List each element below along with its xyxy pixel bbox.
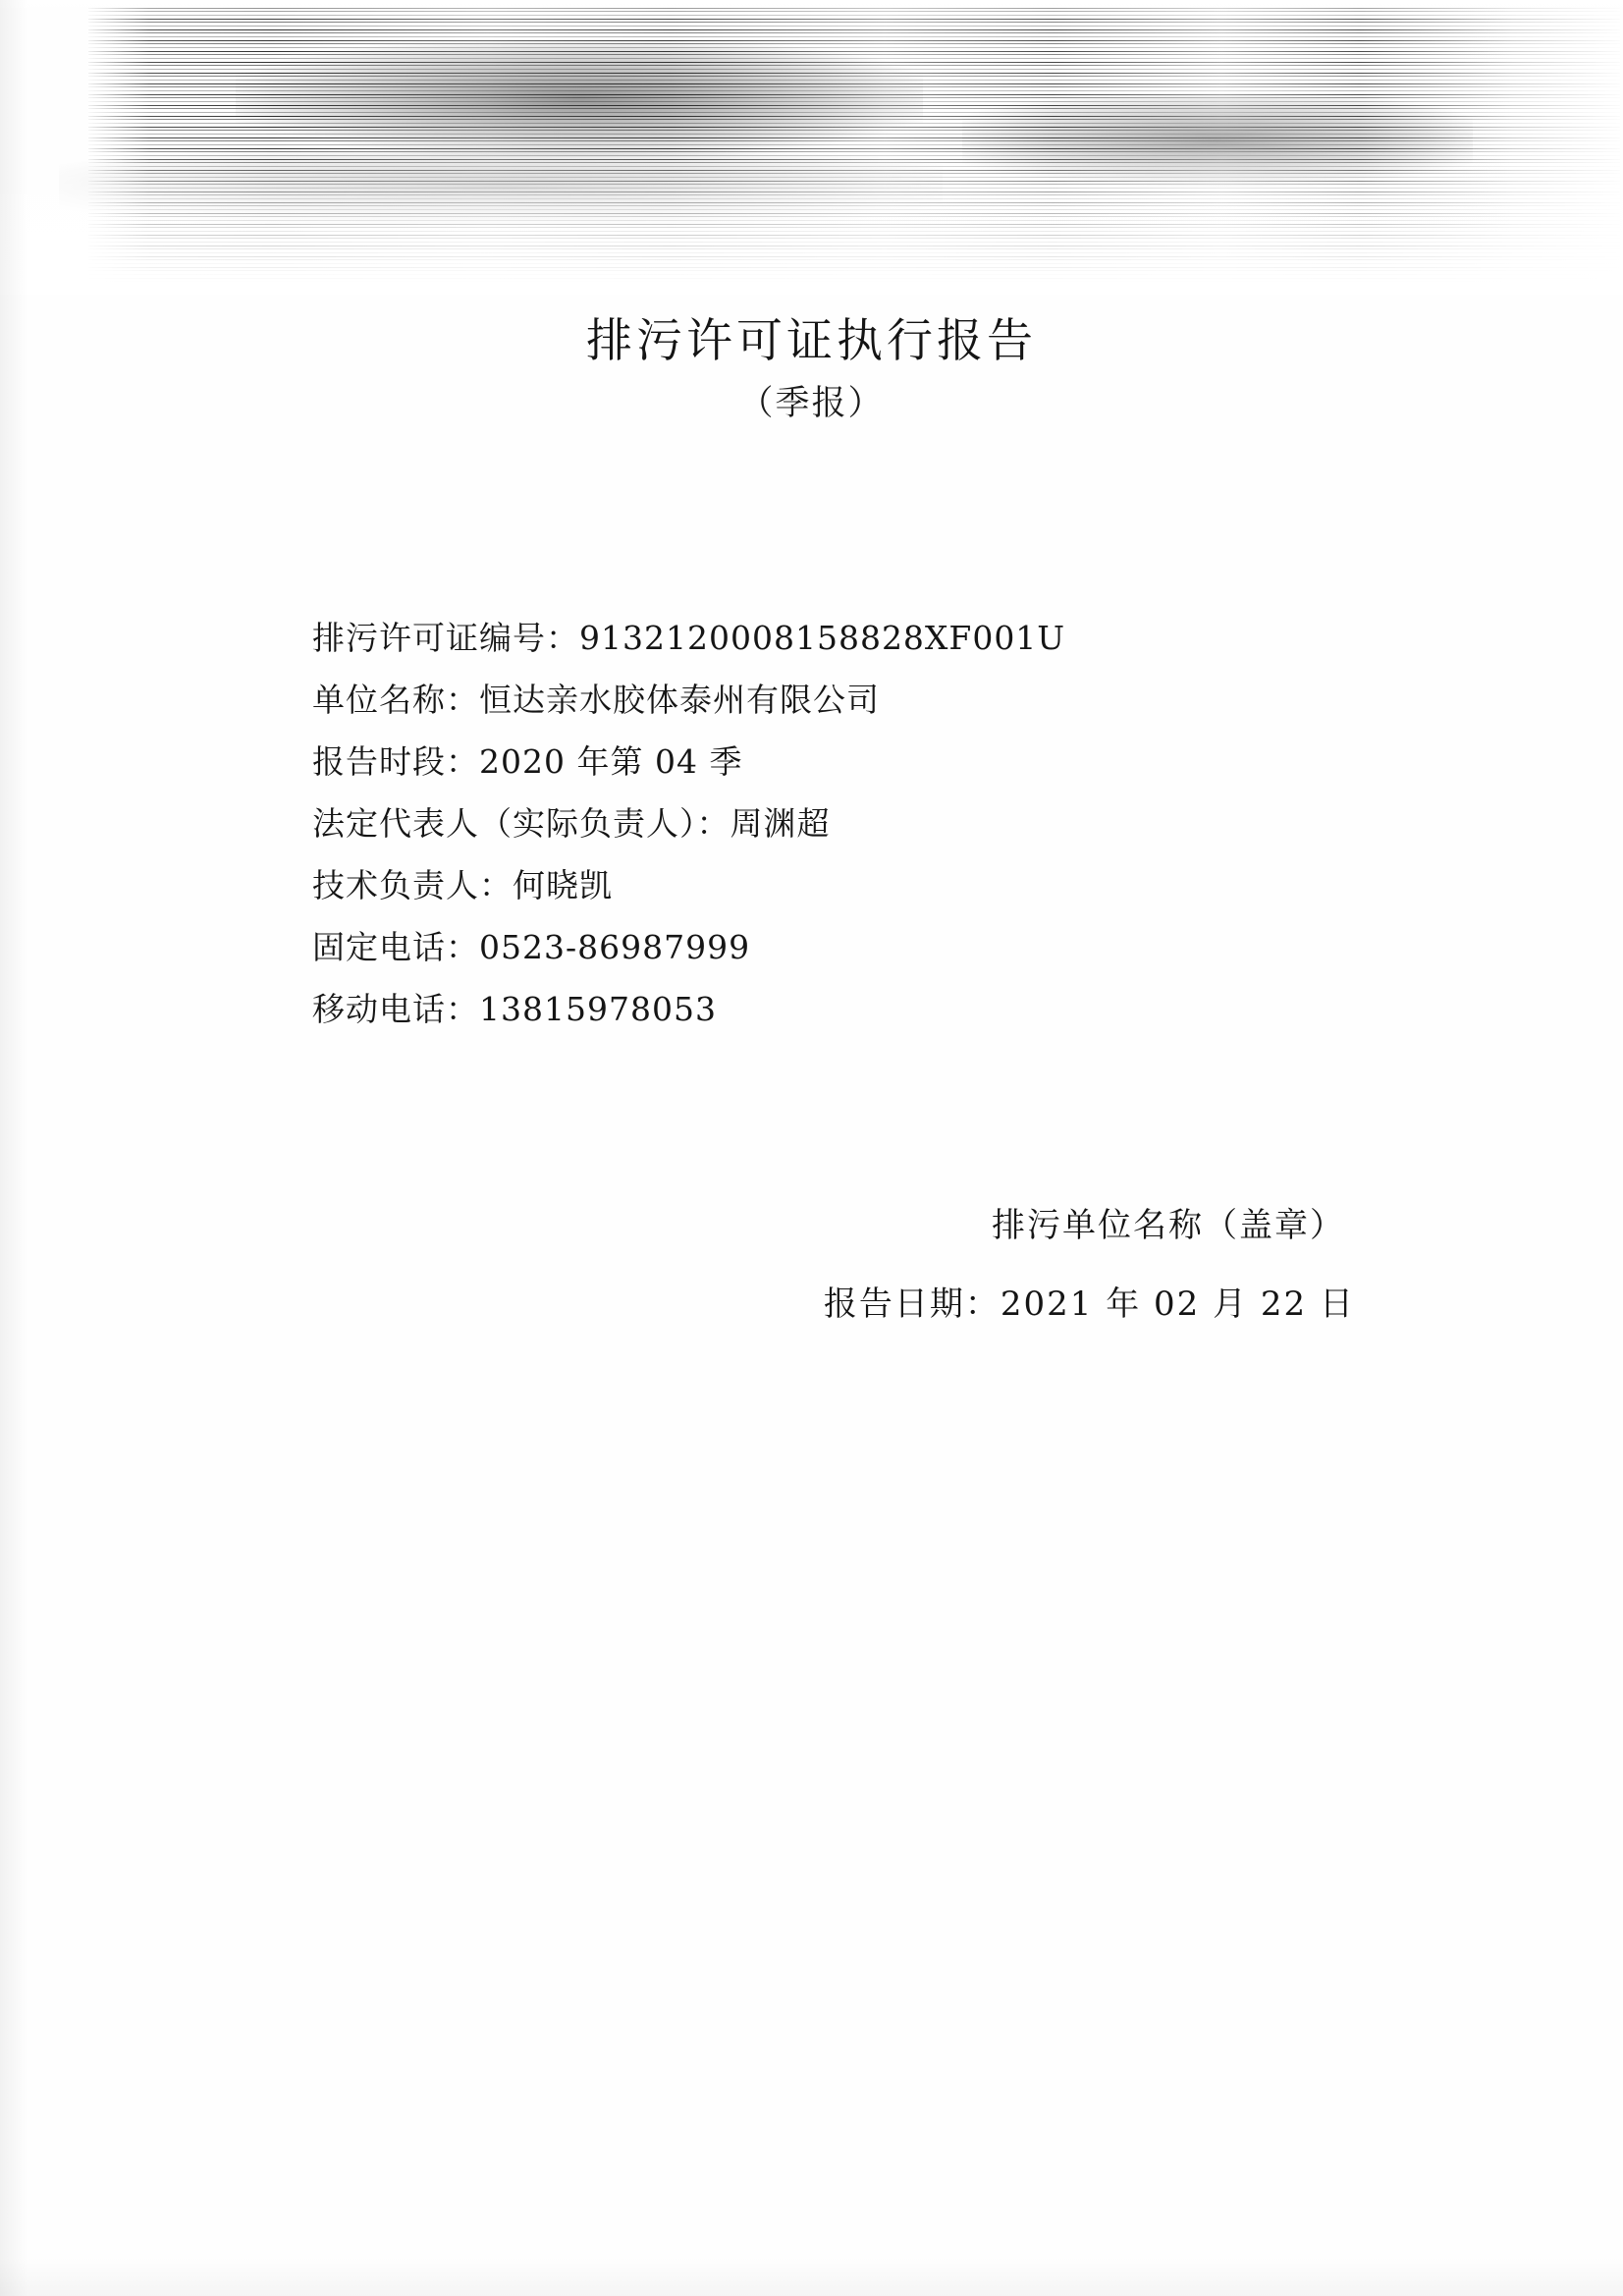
field-report-period: 报告时段：2020 年第 04 季: [312, 742, 743, 781]
scan-fade-bottom: [0, 147, 1623, 295]
paper-edge-shadow-left: [0, 0, 27, 2296]
field-legal-representative: 法定代表人（实际负责人）：周渊超: [312, 804, 831, 843]
document-title: 排污许可证执行报告: [586, 314, 1037, 368]
signature-report-date: 报告日期：2021 年 02 月 22 日: [823, 1285, 1355, 1324]
document-subtitle: （季报）: [738, 384, 885, 423]
field-landline-phone: 固定电话：0523-86987999: [312, 928, 751, 966]
field-technical-lead: 技术负责人：何晓凯: [312, 866, 613, 904]
document-info-block: [312, 607, 1392, 1040]
field-mobile-phone: 移动电话：13815978053: [312, 990, 717, 1028]
signature-company-seal-label: 排污单位名称（盖章）: [992, 1206, 1345, 1245]
scan-fade-top: [0, 0, 1623, 22]
paper-edge-shadow-bottom: [0, 2257, 1623, 2296]
field-permit-number: 排污许可证编号：9132120008158828XF001U: [312, 619, 1066, 657]
scan-artifact-band: [0, 0, 1623, 295]
scan-smudge-left: [236, 39, 923, 157]
field-company-name: 单位名称：恒达亲水胶体泰州有限公司: [312, 681, 880, 719]
